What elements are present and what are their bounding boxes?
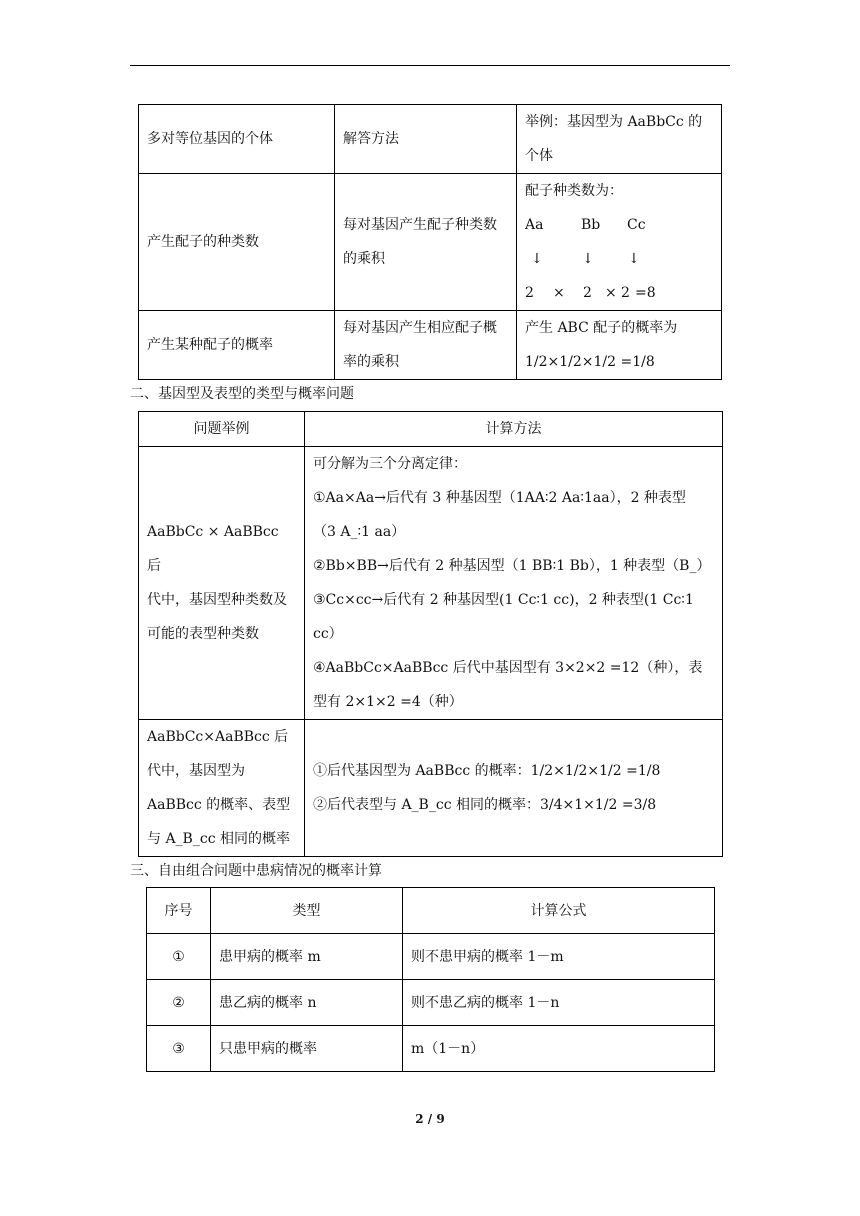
- header-cell: 多对等位基因的个体: [139, 105, 335, 174]
- gene-line: Aa Bb Cc: [525, 217, 646, 233]
- page-number: 2 / 9: [415, 1112, 445, 1126]
- type-cell: 患乙病的概率 n: [211, 980, 403, 1026]
- table-row: [139, 105, 722, 174]
- method-cell: 每对基因产生相应配子概 率的乘积: [335, 311, 517, 380]
- genotype-table: [138, 411, 723, 857]
- table-row: [147, 934, 715, 980]
- row-number: ③: [147, 1026, 211, 1072]
- header-cell: 解答方法: [335, 105, 517, 174]
- header-cell: 序号: [147, 888, 211, 934]
- probability-table: [146, 887, 715, 1072]
- example-cell: 配子种类数为： Aa Bb Cc ↓ ↓ ↓ 2 × 2 × 2 =8: [517, 174, 722, 311]
- section-heading: 三、自由组合问题中患病情况的概率计算: [130, 863, 382, 879]
- question-cell: AaBbCc×AaBBcc 后 代中，基因型为 AaBBcc 的概率、表型 与 A_B_cc 相同的概率: [139, 720, 305, 857]
- table-row: [147, 1026, 715, 1072]
- table-row: [139, 720, 723, 857]
- header-cell: 计算公式: [403, 888, 715, 934]
- row-label: 产生某种配子的概率: [139, 311, 335, 380]
- row-label: 产生配子的种类数: [139, 174, 335, 311]
- type-cell: 患甲病的概率 m: [211, 934, 403, 980]
- formula-cell: 则不患甲病的概率 1－m: [403, 934, 715, 980]
- header-cell: 类型: [211, 888, 403, 934]
- table-row: [147, 980, 715, 1026]
- gamete-table: [138, 104, 722, 380]
- section-heading: 二、基因型及表型的类型与概率问题: [130, 386, 354, 402]
- formula-cell: m（1－n）: [403, 1026, 715, 1072]
- type-cell: 只患甲病的概率: [211, 1026, 403, 1072]
- table-row: [139, 311, 722, 380]
- row-number: ②: [147, 980, 211, 1026]
- row-number: ①: [147, 934, 211, 980]
- method-cell: ①后代基因型为 AaBBcc 的概率：1/2×1/2×1/2 =1/8 ②后代表型与 A_B_cc 相同的概率：3/4×1×1/2 =3/8: [305, 720, 723, 857]
- header-cell: 举例：基因型为 AaBbCc 的 个体: [517, 105, 722, 174]
- method-cell: 可分解为三个分离定律： ①Aa×Aa→后代有 3 种基因型（1AA∶2 Aa∶1aa），2 种表型 （3 A_∶1 aa） ②Bb×BB→后代有 2 种基因型（1 BB∶1 Bb），1 种表型（B_） ③Cc×cc→后代有 2 种基因型(1 Cc∶1 cc)，2 种表型(1 Cc∶1 cc） ④AaBbCc×AaBBcc 后代中基因型有 3×2×2 =12（种），表 型有 2×1×2 =4（种）: [305, 447, 723, 720]
- table-row: [139, 447, 723, 720]
- product-line: 2 × 2 × 2 =8: [525, 285, 656, 301]
- formula-cell: 则不患乙病的概率 1－n: [403, 980, 715, 1026]
- table-row: [147, 888, 715, 934]
- question-cell: AaBbCc × AaBBcc 后 代中，基因型种类数及 可能的表型种类数: [139, 447, 305, 720]
- table-row: [139, 412, 723, 447]
- header-cell: 计算方法: [305, 412, 723, 447]
- table-row: [139, 174, 722, 311]
- method-cell: 每对基因产生配子种类数 的乘积: [335, 174, 517, 311]
- header-cell: 问题举例: [139, 412, 305, 447]
- arrow-line: ↓ ↓ ↓: [531, 251, 640, 267]
- example-cell: 产生 ABC 配子的概率为 1/2×1/2×1/2 =1/8: [517, 311, 722, 380]
- header-rule: [130, 65, 730, 66]
